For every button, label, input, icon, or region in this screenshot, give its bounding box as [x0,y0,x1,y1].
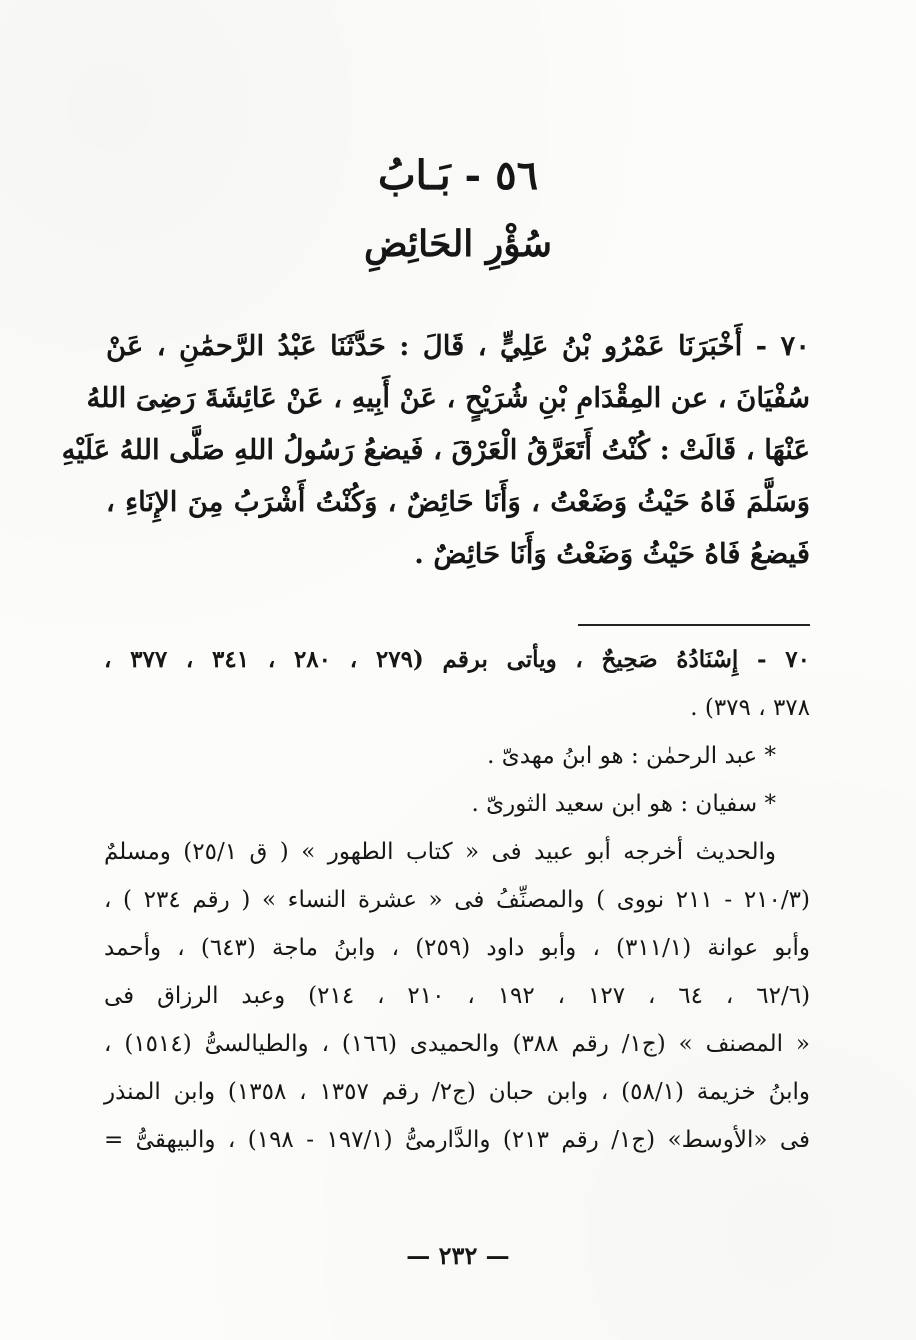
footnote-divider [578,624,810,626]
chapter-title: سُؤْرِ الحَائِضِ [364,223,552,265]
hadith-line: عَنْهَا ، قَالَتْ : كُنْتُ أَتَعَرَّقُ الْعَرْقَ ، فَيضعُ رَسُولُ اللهِ صَلَّى اللهُ عَلَيْهِ [61,434,810,466]
footnote-line: « المصنف » (ج١/ رقم ٣٨٨) والحميدى (١٦٦) ، والطيالسىُّ (١٥١٤) ، [104,1031,810,1057]
hadith-line: وَسَلَّمَ فَاهُ حَيْثُ وَضَعْتُ ، وَأَنَا حَائِضٌ ، وَكُنْتُ أَشْرَبُ مِنَ الإِنَاءِ ، [106,486,810,518]
footnote-line: * عبد الرحمٰن : هو ابنُ مهدىّ . [487,743,776,769]
footnote-line: ٧٠ - إِسْنَادُهُ صَحِيحٌ ، ويأتى برقم (٢٧٩ ، ٢٨٠ ، ٣٤١ ، ٣٧٧ ، [104,646,810,673]
hadith-text [61,320,810,580]
footnote-line: (٢١٠/٣ - ٢١١ نووى ) والمصنِّفُ فى « عشرة النساء » ( رقم ٢٣٤ ) ، [104,887,810,913]
hadith-line: ٧٠ - أَخْبَرَنَا عَمْرُو بْنُ عَلِيٍّ ، قَالَ : حَدَّثَنَا عَبْدُ الرَّحمَٰنِ ، عَنْ [106,330,810,362]
footnote-line: ٣٧٨ ، ٣٧٩) . [690,695,810,721]
footnote-line: فى «الأوسط» (ج١/ رقم ٢١٣) والدَّارمىُّ (١٩٧/١ - ١٩٨) ، والبيهقىُّ = [104,1127,811,1153]
footnote-line: وابنُ خزيمة (٥٨/١) ، وابن حبان (ج٢/ رقم ١٣٥٧ ، ١٣٥٨) وابن المنذر [104,1079,810,1105]
hadith-line: سُفْيَانَ ، عن المِقْدَامِ بْنِ شُرَيْحٍ ، عَنْ أَبِيهِ ، عَنْ عَائِشَةَ رَضِىَ اللهُ [86,382,810,414]
page-number: — ٢٣٢ — [406,1241,510,1270]
footnote-line: (٦٢/٦ ، ٦٤ ، ١٢٧ ، ١٩٢ ، ٢١٠ ، ٢١٤) وعبد الرزاق فى [104,983,811,1009]
chapter-heading: ٥٦ - بَـابُ [377,152,539,199]
footnotes [104,636,810,1164]
footnote-line: وأبو عوانة (٣١١/١) ، وأبو داود (٢٥٩) ، وابنُ ماجة (٦٤٣) ، وأحمد [104,935,810,961]
hadith-line: فَيضعُ فَاهُ حَيْثُ وَضَعْتُ وَأَنَا حَائِضٌ . [414,538,810,570]
footnote-line: * سفيان : هو ابن سعيد الثورىّ . [471,791,776,817]
footnote-line: والحديث أخرجه أبو عبيد فى « كتاب الطهور » ( ق ٢٥/١) ومسلمٌ [104,839,777,865]
